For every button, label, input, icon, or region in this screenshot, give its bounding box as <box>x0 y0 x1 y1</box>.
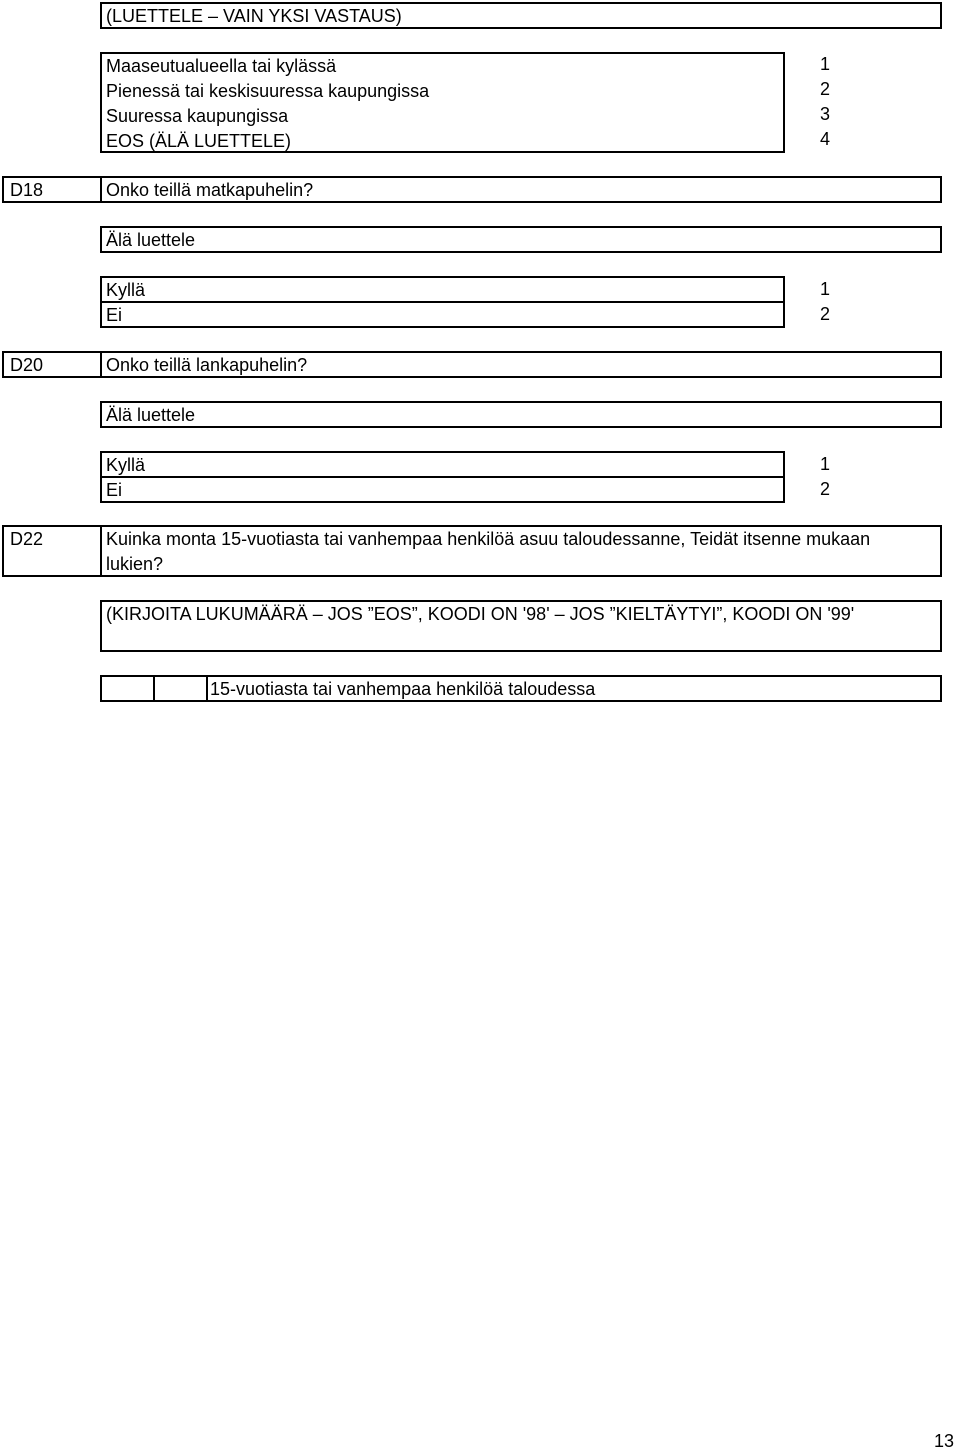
area-option-label: EOS (ÄLÄ LUETTELE) <box>106 131 292 151</box>
d22-question-row <box>2 525 942 577</box>
d18-instruction-text: Älä luettele <box>106 230 196 250</box>
d22-answer-digit-2[interactable] <box>155 677 208 700</box>
d22-answer-digit-1[interactable] <box>102 677 155 700</box>
d22-answer-row <box>100 675 942 702</box>
area-option-code: 4 <box>819 129 830 149</box>
d20-instruction-box <box>100 401 942 428</box>
d20-option-no <box>100 476 785 503</box>
d18-instruction-box <box>100 226 942 253</box>
d18-option-no <box>100 301 785 328</box>
d22-answer-label: 15-vuotiasta tai vanhempaa henkilöä taloudessa <box>210 679 596 699</box>
area-option-label: Suuressa kaupungissa <box>106 106 289 126</box>
area-option-label: Maaseutualueella tai kylässä <box>106 56 337 76</box>
d22-question-text: Kuinka monta 15-vuotiasta tai vanhempaa henkilöä asuu taloudessanne, Teidät itsenne mukaan lukien? <box>106 529 871 574</box>
d20-id: D20 <box>10 355 44 375</box>
d20-option-code: 2 <box>819 479 830 499</box>
area-option-code: 3 <box>819 104 830 124</box>
d22-instruction-text: (KIRJOITA LUKUMÄÄRÄ – JOS ”EOS”, KOODI ON '98' – JOS ”KIELTÄYTYI”, KOODI ON '99' <box>106 604 855 624</box>
d20-question-row <box>2 351 942 378</box>
d18-option-label: Ei <box>106 305 123 325</box>
d18-option-yes <box>100 276 785 303</box>
d18-id: D18 <box>10 180 44 200</box>
instruction-top-text: (LUETTELE – VAIN YKSI VASTAUS) <box>106 6 402 26</box>
d20-option-label: Kyllä <box>106 455 146 475</box>
d18-question-row <box>2 176 942 203</box>
d20-instruction-text: Älä luettele <box>106 405 196 425</box>
page-number: 13 <box>934 1431 955 1451</box>
d18-option-label: Kyllä <box>106 280 146 300</box>
instruction-top-box <box>100 2 942 29</box>
d18-question-text: Onko teillä matkapuhelin? <box>106 180 314 200</box>
d18-option-code: 2 <box>819 304 830 324</box>
area-option-code: 1 <box>819 54 830 74</box>
area-options-box <box>100 52 785 153</box>
d18-option-code: 1 <box>819 279 830 299</box>
area-option-label: Pienessä tai keskisuuressa kaupungissa <box>106 81 430 101</box>
d22-id: D22 <box>10 529 44 549</box>
d20-option-yes <box>100 451 785 478</box>
d22-instruction-box <box>100 600 942 652</box>
d20-option-label: Ei <box>106 480 123 500</box>
area-option-code: 2 <box>819 79 830 99</box>
d20-option-code: 1 <box>819 454 830 474</box>
d20-question-text: Onko teillä lankapuhelin? <box>106 355 308 375</box>
